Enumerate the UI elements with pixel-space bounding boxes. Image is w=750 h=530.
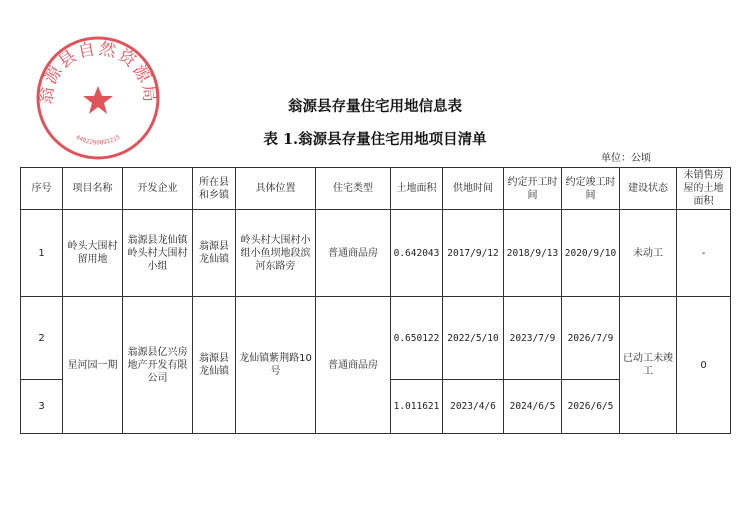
start-date: 2018/9/13 bbox=[504, 210, 562, 297]
housing-type: 普通商品房 bbox=[316, 210, 391, 297]
header-cell: 序号 bbox=[21, 168, 63, 210]
row-no: 3 bbox=[21, 380, 63, 434]
table-header-row bbox=[21, 168, 731, 210]
header-cell: 未销售房屋的土地面积 bbox=[677, 168, 731, 210]
project-name: 星河园一期 bbox=[63, 297, 123, 434]
housing-type: 普通商品房 bbox=[316, 297, 391, 434]
land-table bbox=[20, 167, 731, 434]
developer: 翁源县亿兴房地产开发有限公司 bbox=[123, 297, 193, 434]
unit-label: 单位：公顷 bbox=[601, 153, 651, 164]
supply-date: 2017/9/12 bbox=[443, 210, 504, 297]
header-cell: 项目名称 bbox=[63, 168, 123, 210]
header-cell: 供地时间 bbox=[443, 168, 504, 210]
header-cell: 开发企业 bbox=[123, 168, 193, 210]
finish-date: 2026/6/5 bbox=[562, 380, 620, 434]
location: 龙仙镇紫荆路10号 bbox=[236, 297, 316, 434]
county-town: 翁源县龙仙镇 bbox=[193, 297, 236, 434]
build-status: 未动工 bbox=[620, 210, 677, 297]
header-cell: 所在县和乡镇 bbox=[193, 168, 236, 210]
header-cell: 建设状态 bbox=[620, 168, 677, 210]
table-title: 表 1.翁源县存量住宅用地项目清单 bbox=[263, 131, 487, 148]
unsold-area: 0 bbox=[677, 297, 731, 434]
land-area: 0.650122 bbox=[391, 297, 443, 380]
header-cell: 约定竣工时间 bbox=[562, 168, 620, 210]
county-town: 翁源县龙仙镇 bbox=[193, 210, 236, 297]
supply-date: 2023/4/6 bbox=[443, 380, 504, 434]
header-cell: 具体位置 bbox=[236, 168, 316, 210]
page-title: 翁源县存量住宅用地信息表 bbox=[288, 98, 462, 115]
seal-text: 翁源县自然资源局 bbox=[36, 38, 160, 106]
header-cell: 土地面积 bbox=[391, 168, 443, 210]
build-status: 已动工未竣工 bbox=[620, 297, 677, 434]
row-no: 1 bbox=[21, 210, 63, 297]
land-area: 0.642043 bbox=[391, 210, 443, 297]
finish-date: 2020/9/10 bbox=[562, 210, 620, 297]
developer: 翁源县龙仙镇岭头村大围村小组 bbox=[123, 210, 193, 297]
table-row bbox=[21, 297, 731, 380]
header-cell: 住宅类型 bbox=[316, 168, 391, 210]
row-no: 2 bbox=[21, 297, 63, 380]
supply-date: 2022/5/10 bbox=[443, 297, 504, 380]
header-cell: 约定开工时间 bbox=[504, 168, 562, 210]
unsold-area: - bbox=[677, 210, 731, 297]
start-date: 2023/7/9 bbox=[504, 297, 562, 380]
start-date: 2024/6/5 bbox=[504, 380, 562, 434]
location: 岭头村大围村小组小鱼坝地段滨河东路旁 bbox=[236, 210, 316, 297]
land-area: 1.011621 bbox=[391, 380, 443, 434]
seal-serial: 4402290091215 bbox=[74, 133, 122, 147]
finish-date: 2026/7/9 bbox=[562, 297, 620, 380]
project-name: 岭头大围村留用地 bbox=[63, 210, 123, 297]
table-row bbox=[21, 210, 731, 297]
